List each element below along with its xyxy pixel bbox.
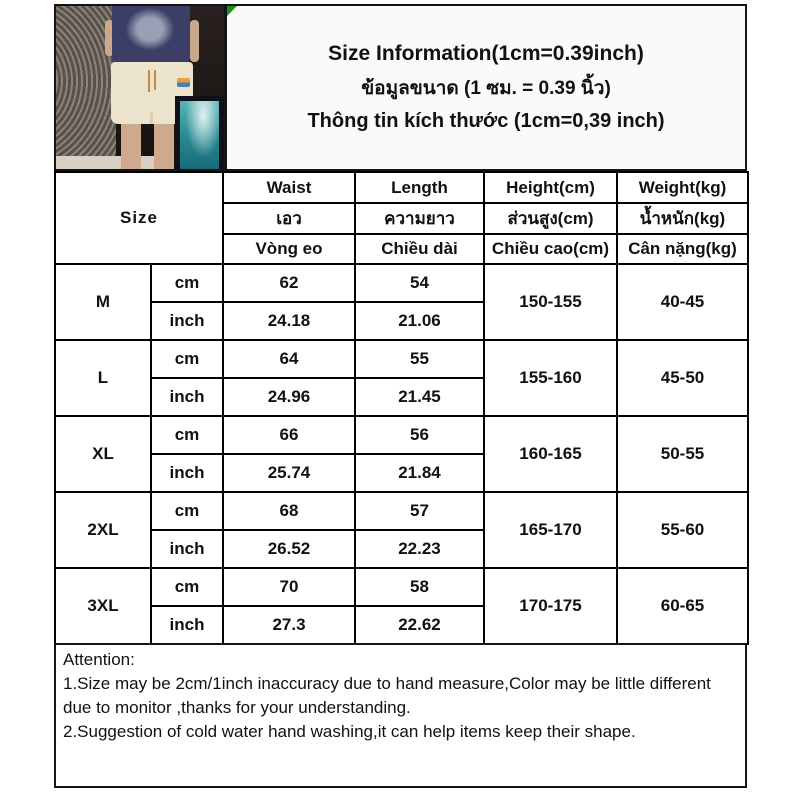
- product-photo: [54, 4, 226, 171]
- 2xl-length-cm: 57: [355, 492, 484, 530]
- xl-length-inch: 21.84: [355, 454, 484, 492]
- l-waist-inch: 24.96: [223, 378, 355, 416]
- unit-label-cm: cm: [151, 568, 223, 606]
- col-header-length-th: ความยาว: [355, 203, 484, 234]
- shorts-logo-patch: [177, 78, 190, 87]
- m-length-cm: 54: [355, 264, 484, 302]
- col-header-height-th: ส่วนสูง(cm): [484, 203, 617, 234]
- attention-box: [54, 643, 747, 788]
- table-row-m-cm: [55, 264, 748, 302]
- col-header-length-vi: Chiều dài: [355, 234, 484, 264]
- unit-label-inch: inch: [151, 302, 223, 340]
- unit-label-inch: inch: [151, 606, 223, 644]
- 2xl-waist-cm: 68: [223, 492, 355, 530]
- 3xl-length-cm: 58: [355, 568, 484, 606]
- size-label-2xl: 2XL: [55, 492, 151, 568]
- shorts-drawstring: [148, 70, 150, 92]
- model-left-leg: [121, 124, 141, 171]
- col-header-weight-en: Weight(kg): [617, 172, 748, 203]
- unit-label-cm: cm: [151, 264, 223, 302]
- model-right-arm: [190, 20, 199, 62]
- m-waist-cm: 62: [223, 264, 355, 302]
- 2xl-weight: 55-60: [617, 492, 748, 568]
- unit-label-cm: cm: [151, 340, 223, 378]
- table-row-l-cm: [55, 340, 748, 378]
- header-row-english: [55, 172, 748, 203]
- shorts-hem-split: [150, 112, 153, 124]
- 3xl-height: 170-175: [484, 568, 617, 644]
- attention-heading: Attention:: [63, 650, 135, 669]
- unit-label-inch: inch: [151, 378, 223, 416]
- 3xl-length-inch: 22.62: [355, 606, 484, 644]
- size-label-xl: XL: [55, 416, 151, 492]
- picture-frame: [175, 96, 224, 171]
- title-box: [225, 4, 747, 171]
- col-header-height-vi: Chiều cao(cm): [484, 234, 617, 264]
- l-length-cm: 55: [355, 340, 484, 378]
- m-waist-inch: 24.18: [223, 302, 355, 340]
- table-row-xl-cm: [55, 416, 748, 454]
- model-right-leg: [154, 124, 174, 171]
- 3xl-weight: 60-65: [617, 568, 748, 644]
- unit-label-cm: cm: [151, 492, 223, 530]
- col-header-weight-vi: Cân nặng(kg): [617, 234, 748, 264]
- attention-note-2: 2.Suggestion of cold water hand washing,it can help items keep their shape.: [63, 722, 636, 742]
- size-label-l: L: [55, 340, 151, 416]
- l-height: 155-160: [484, 340, 617, 416]
- col-header-height-en: Height(cm): [484, 172, 617, 203]
- l-length-inch: 21.45: [355, 378, 484, 416]
- l-waist-cm: 64: [223, 340, 355, 378]
- title-thai: ข้อมูลขนาด (1 ซม. = 0.39 นิ้ว): [361, 78, 611, 99]
- col-header-waist-vi: Vòng eo: [223, 234, 355, 264]
- m-weight: 40-45: [617, 264, 748, 340]
- size-label-m: M: [55, 264, 151, 340]
- col-header-waist-en: Waist: [223, 172, 355, 203]
- 3xl-waist-cm: 70: [223, 568, 355, 606]
- green-corner-marker-icon: [227, 6, 237, 16]
- unit-label-inch: inch: [151, 530, 223, 568]
- 2xl-height: 165-170: [484, 492, 617, 568]
- table-row-3xl-cm: [55, 568, 748, 606]
- col-header-weight-th: น้ำหนัก(kg): [617, 203, 748, 234]
- ocean-artwork: [180, 101, 219, 169]
- xl-waist-inch: 25.74: [223, 454, 355, 492]
- 3xl-waist-inch: 27.3: [223, 606, 355, 644]
- size-label-3xl: 3XL: [55, 568, 151, 644]
- col-header-length-en: Length: [355, 172, 484, 203]
- size-table: [54, 171, 749, 645]
- 2xl-length-inch: 22.23: [355, 530, 484, 568]
- unit-label-inch: inch: [151, 454, 223, 492]
- attention-note-1: 1.Size may be 2cm/1inch inaccuracy due to hand measure,Color may be little different due to monitor ,thanks for your understanding.: [63, 674, 711, 718]
- col-header-waist-th: เอว: [223, 203, 355, 234]
- m-length-inch: 21.06: [355, 302, 484, 340]
- xl-weight: 50-55: [617, 416, 748, 492]
- 2xl-waist-inch: 26.52: [223, 530, 355, 568]
- table-row-2xl-cm: [55, 492, 748, 530]
- xl-waist-cm: 66: [223, 416, 355, 454]
- shorts-drawstring: [154, 70, 156, 90]
- xl-length-cm: 56: [355, 416, 484, 454]
- unit-label-cm: cm: [151, 416, 223, 454]
- title-english: Size Information(1cm=0.39inch): [328, 42, 644, 65]
- m-height: 150-155: [484, 264, 617, 340]
- l-weight: 45-50: [617, 340, 748, 416]
- tshirt-graphic: [126, 8, 174, 50]
- title-vietnamese: Thông tin kích thước (1cm=0,39 inch): [307, 110, 665, 132]
- xl-height: 160-165: [484, 416, 617, 492]
- size-header-cell: Size: [55, 172, 223, 264]
